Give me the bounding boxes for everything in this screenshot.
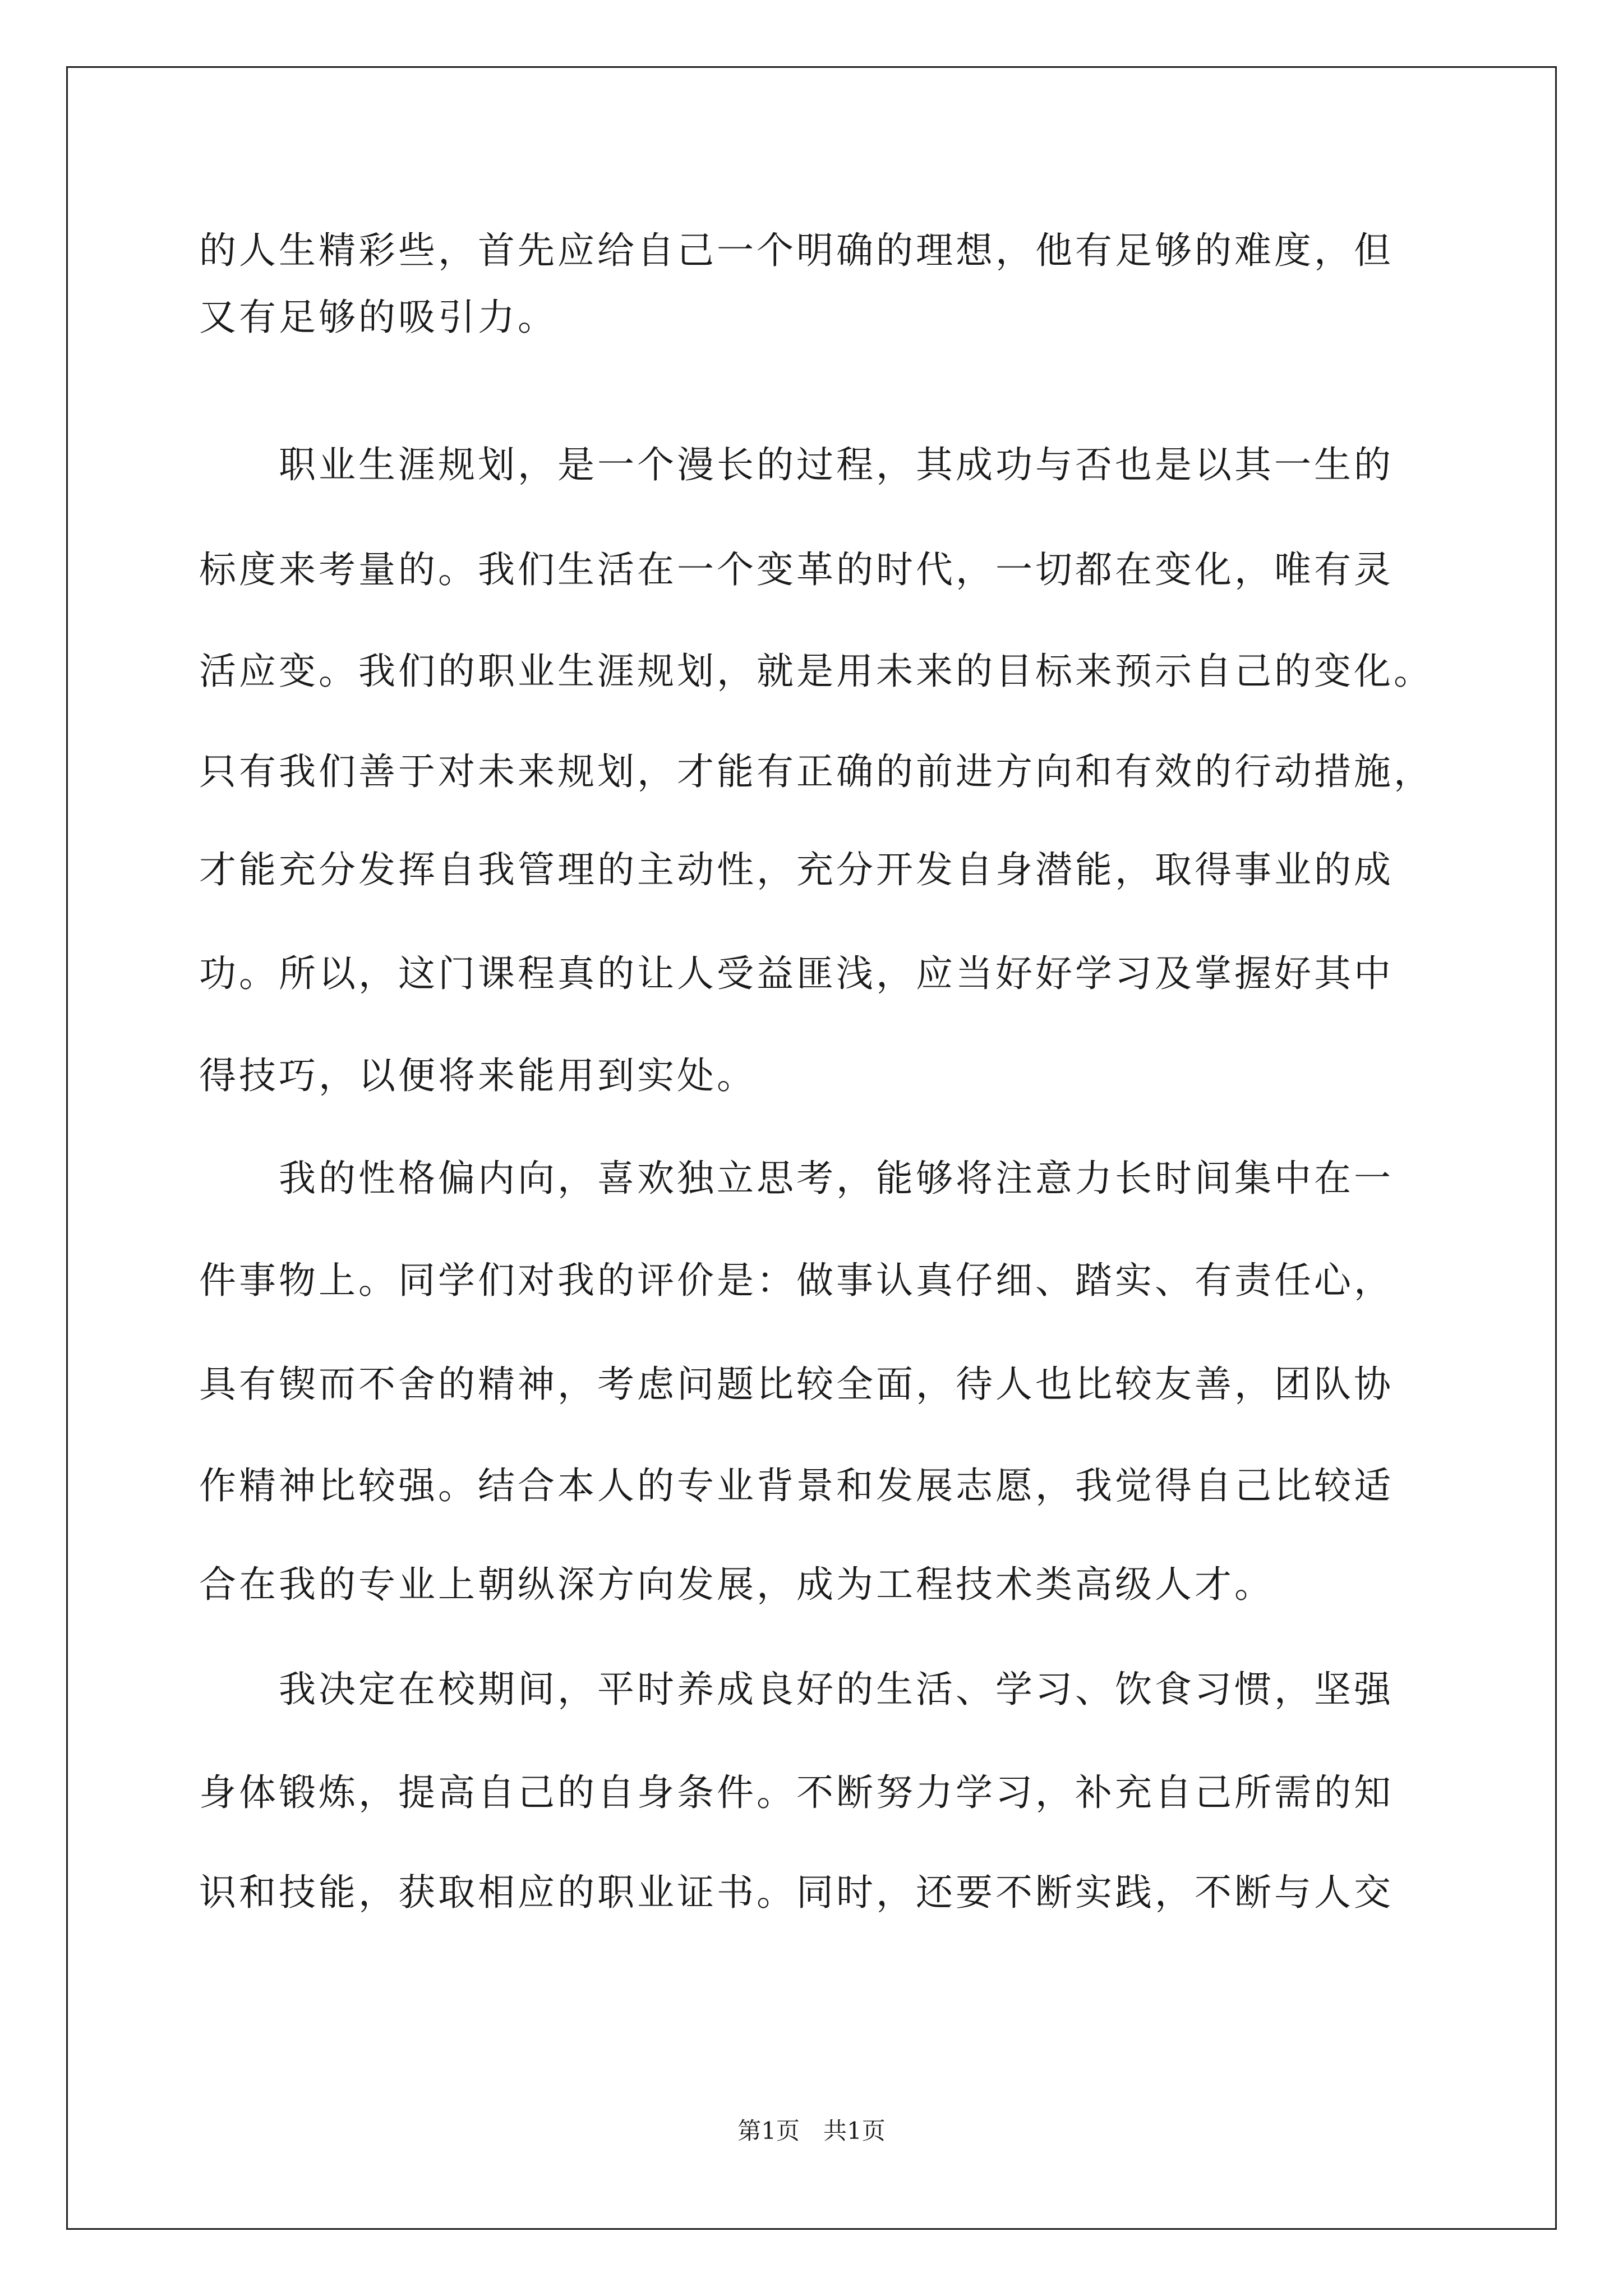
body-text-line: 得技巧，以便将来能用到实处。: [199, 1054, 757, 1097]
body-text-line: 活应变。我们的职业生涯规划，就是用未来的目标来预示自己的变化。: [199, 650, 1433, 693]
body-text-line: 作精神比较强。结合本人的专业背景和发展志愿，我觉得自己比较适: [199, 1464, 1394, 1507]
body-text-line: 具有锲而不舍的精神，考虑问题比较全面，待人也比较友善，团队协: [199, 1363, 1394, 1406]
body-text-line: 功。所以，这门课程真的让人受益匪浅，应当好好学习及掌握好其中: [199, 952, 1394, 995]
body-text-line: 我的性格偏内向，喜欢独立思考，能够将注意力长时间集中在一: [199, 1157, 1394, 1200]
body-text-line: 我决定在校期间，平时养成良好的生活、学习、饮食习惯，坚强: [199, 1668, 1394, 1711]
body-text-line: 件事物上。同学们对我的评价是：做事认真仔细、踏实、有责任心，: [199, 1259, 1394, 1302]
body-text-line: 只有我们善于对未来规划，才能有正确的前进方向和有效的行动措施，: [199, 750, 1433, 793]
body-text-line: 身体锻炼，提高自己的自身条件。不断努力学习，补充自己所需的知: [199, 1771, 1394, 1814]
page-footer: [0, 2119, 1623, 2143]
body-text-line: 合在我的专业上朝纵深方向发展，成为工程技术类高级人才。: [199, 1563, 1274, 1606]
body-text-line: 才能充分发挥自我管理的主动性，充分开发自身潜能，取得事业的成: [199, 848, 1394, 891]
body-text-line: 职业生涯规划，是一个漫长的过程，其成功与否也是以其一生的: [199, 443, 1394, 486]
body-text-line: 又有足够的吸引力。: [199, 296, 557, 339]
page-number: 第1页: [737, 2117, 800, 2145]
page-total: 共1页: [823, 2117, 886, 2145]
body-text-line: 标度来考量的。我们生活在一个变革的时代，一切都在变化，唯有灵: [199, 548, 1394, 591]
body-text-line: 的人生精彩些，首先应给自己一个明确的理想，他有足够的难度，但: [199, 229, 1394, 272]
body-text-line: 识和技能，获取相应的职业证书。同时，还要不断实践，不断与人交: [199, 1871, 1394, 1914]
